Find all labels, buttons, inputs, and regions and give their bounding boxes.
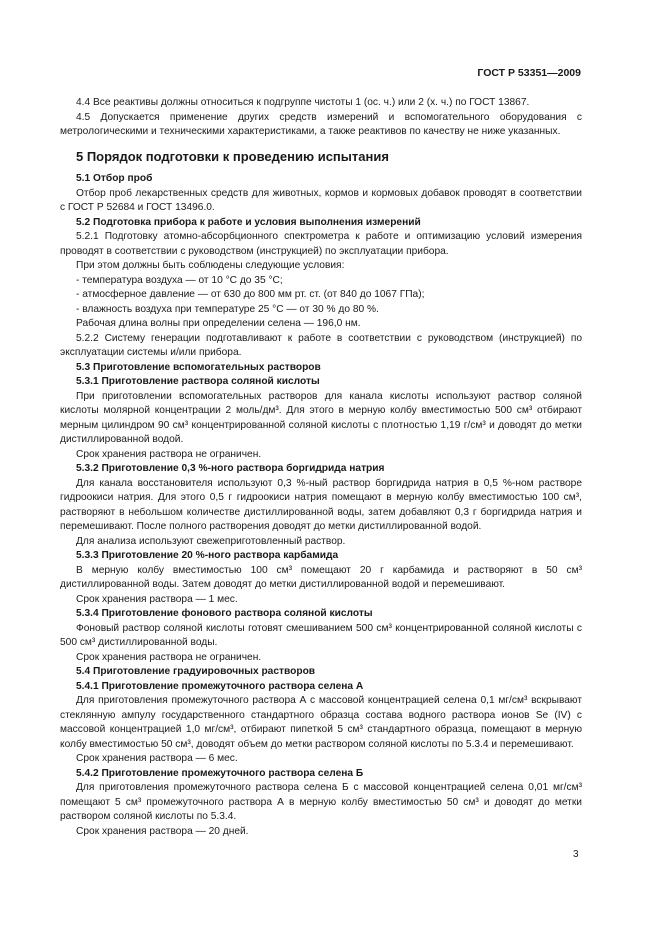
paragraph: Для канала восстановителя используют 0,3 %-ный раствор боргидрида натрия в 0,5 %-ном растворе гидроокиси натрия. Для этого 0,5 г гидроокиси натрия помещают в мерную колбу вместимостью 100 см³, растворяют в небольшом количестве дистиллированной воды, затем добавляют 0,3 г боргидрида натрия и перемешивают. После полного растворения доводят до метки дистиллированной водой.	[60, 477, 582, 532]
subsection-heading: 5.1 Отбор проб	[76, 173, 153, 184]
subsection-heading: 5.3.2 Приготовление 0,3 %-ного раствора боргидрида натрия	[76, 463, 385, 474]
paragraph: 5.2.2 Систему генерации подготавливают к работе в соответствии с руководством (инструкцией) по эксплуатации системы и/или прибора.	[60, 332, 582, 358]
list-item: - температура воздуха — от 10 °С до 35 °С;	[76, 274, 283, 286]
paragraph: 4.4 Все реактивы должны относиться к подгруппе чистоты 1 (ос. ч.) или 2 (х. ч.) по ГОСТ 13867.	[76, 97, 530, 108]
list-item: - влажность воздуха при температуре 25 °С — от 30 % до 80 %.	[76, 303, 379, 315]
subsection-heading: 5.4.1 Приготовление промежуточного раствора селена А	[76, 680, 364, 692]
paragraph: Для анализа используют свежеприготовленный раствор.	[76, 535, 346, 547]
list-item: - атмосферное давление — от 630 до 800 мм рт. ст. (от 840 до 1067 ГПа);	[76, 289, 425, 300]
subsection-heading: 5.3.4 Приготовление фонового раствора соляной кислоты	[76, 608, 373, 619]
paragraph: Срок хранения раствора — 6 мес.	[76, 753, 238, 764]
document-body	[60, 96, 582, 839]
page-number: 3	[573, 849, 579, 860]
paragraph: Фоновый раствор соляной кислоты готовят смешиванием 500 см³ концентрированной соляной кислоты с 500 см³ дистиллированной воды.	[60, 622, 582, 648]
paragraph: Рабочая длина волны при определении селена — 196,0 нм.	[76, 318, 361, 329]
subsection-heading: 5.3.3 Приготовление 20 %-ного раствора карбамида	[76, 550, 339, 561]
subsection-heading: 5.4 Приготовление градуировочных растворов	[76, 666, 316, 677]
section-heading: 5 Порядок подготовки к проведению испытания	[76, 148, 389, 164]
paragraph: В мерную колбу вместимостью 100 см³ помещают 20 г карбамида и растворяют в 50 см³ дистиллированной воды. Затем доводят до метки дистиллированной водой и перемешивают.	[60, 564, 582, 590]
subsection-heading: 5.4.2 Приготовление промежуточного раствора селена Б	[76, 767, 364, 779]
paragraph: Для приготовления промежуточного раствора селена Б с массовой концентрацией селена 0,01 мг/см³ помещают 5 см³ промежуточного раствора А в мерную колбу вместимостью 50 см³ и доводят до метки раствором соляной кислоты по 5.3.4.	[60, 782, 582, 822]
paragraph: Срок хранения раствора не ограничен.	[76, 448, 262, 460]
paragraph: При приготовлении вспомогательных растворов для канала кислоты используют раствор соляной кислоты молярной концентрации 2 моль/дм³. Для этого в мерную колбу вместимостью 500 см³ отбирают мерным цилиндром 90 см³ концентрированной соляной кислоты с плотностью 1,19 г/см³ и доводят до метки дистиллированной водой.	[60, 390, 582, 445]
subsection-heading: 5.3 Приготовление вспомогательных растворов	[76, 361, 321, 373]
subsection-heading: 5.3.1 Приготовление раствора соляной кислоты	[76, 376, 320, 387]
paragraph: 5.2.1 Подготовку атомно-абсорбционного спектрометра к работе и оптимизацию условий измерения проводят в соответствии с руководством (инструкцией) по эксплуатации прибора.	[60, 231, 582, 257]
subsection-heading: 5.2 Подготовка прибора к работе и условия выполнения измерений	[76, 216, 421, 228]
paragraph: Отбор проб лекарственных средств для животных, кормов и кормовых добавок проводят в соответствии с ГОСТ Р 52684 и ГОСТ 13496.0.	[60, 187, 582, 213]
paragraph: Срок хранения раствора — 20 дней.	[76, 825, 249, 837]
paragraph: Срок хранения раствора — 1 мес.	[76, 593, 238, 605]
paragraph: Срок хранения раствора не ограничен.	[76, 651, 262, 663]
paragraph: Для приготовления промежуточного раствора А с массовой концентрацией селена 0,1 мг/см³ вскрывают стеклянную ампулу государственного стандартного образца состава водного раствора ионов Se (IV) с массовой концентрацией 1,0 мг/см³, отбирают пипеткой 5 см³ стандартного образца, помещают в мерную колбу вместимостью 50 см³, доводят объем до метки раствором соляной кислоты по 5.3.4 и перемешивают.	[60, 695, 582, 750]
paragraph: 4.5 Допускается применение других средств измерений и вспомогательного оборудования с метрологическими и техническими характеристиками, а также реактивов по качеству не ниже указанных.	[60, 111, 582, 137]
paragraph: При этом должны быть соблюдены следующие условия:	[76, 260, 345, 271]
document-header-id: ГОСТ Р 53351—2009	[477, 67, 581, 79]
